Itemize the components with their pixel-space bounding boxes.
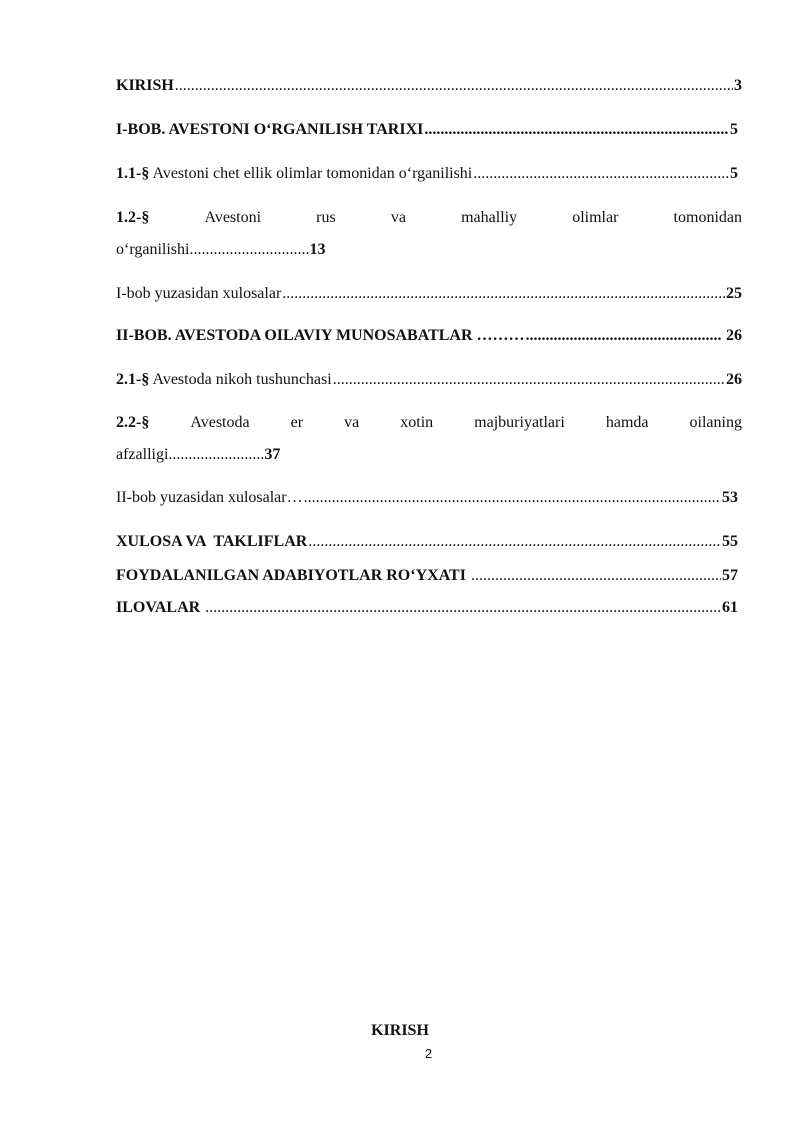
toc-leader: [175, 76, 733, 96]
toc-entry-ilovalar[interactable]: [116, 598, 738, 618]
toc-title: II-bob yuzasidan xulosalar…: [116, 489, 303, 506]
toc-leader: [526, 326, 721, 346]
toc-title: FOYDALANILGAN ADABIYOTLAR RO‘YXATI: [116, 567, 470, 584]
section-number: 1.2-§: [116, 209, 150, 226]
toc-leader: [473, 164, 729, 184]
toc-title: ILOVALAR: [116, 599, 205, 616]
toc-title: [116, 164, 472, 184]
toc-leader: [424, 120, 729, 140]
section-number: 2.2-§: [116, 414, 150, 431]
toc-page: 55: [722, 533, 738, 550]
toc-title: KIRISH: [116, 77, 174, 94]
toc-entry-bob2-xulosa[interactable]: [116, 488, 738, 508]
toc-page: 5: [730, 165, 738, 182]
toc-entry-bob1[interactable]: [116, 120, 738, 140]
toc-leader: ........................: [168, 446, 265, 463]
toc-page: 61: [722, 599, 738, 616]
section-word: va: [344, 414, 360, 431]
page-number: 2: [424, 1046, 433, 1061]
toc-page: 5: [730, 121, 738, 138]
section-number: 1.1-§: [116, 165, 150, 182]
toc-leader: [333, 370, 725, 390]
toc-leader: [471, 566, 721, 586]
section-word: rus: [316, 209, 336, 226]
toc-title: [116, 370, 332, 390]
toc-entry-adabiyotlar[interactable]: [116, 566, 738, 586]
section-word: oilaning: [689, 414, 742, 431]
toc-leader: ..............................: [189, 241, 310, 258]
toc-title: XULOSA VA TAKLIFLAR: [116, 533, 308, 550]
toc-entry-section-1-2[interactable]: [116, 208, 742, 228]
toc-leader: [282, 284, 725, 304]
toc-page: 26: [726, 371, 742, 388]
section-word: olimlar: [572, 209, 619, 226]
toc-page: 3: [734, 77, 742, 94]
section-word: Avestoni: [204, 209, 262, 226]
section-word: xotin: [400, 414, 434, 431]
section-word: mahalliy: [461, 209, 518, 226]
toc-page: 25: [726, 285, 742, 302]
section-word: tomonidan: [673, 209, 742, 226]
section-title-continued: o‘rganilishi: [116, 241, 190, 258]
toc-entry-section-2-2-continued[interactable]: [116, 445, 280, 465]
toc-entry-kirish[interactable]: [116, 76, 742, 96]
toc-page: 13: [309, 241, 326, 258]
toc-leader: [304, 488, 721, 508]
toc-page: 26: [726, 327, 742, 344]
toc-page: 57: [722, 567, 738, 584]
toc-entry-section-1-1[interactable]: [116, 164, 738, 184]
toc-title: I-bob yuzasidan xulosalar: [116, 285, 282, 302]
section-title: Avestoda nikoh tushunchasi: [152, 371, 332, 388]
toc-page: 37: [264, 446, 281, 463]
next-section-heading: KIRISH: [371, 1022, 429, 1039]
section-word: majburiyatlari: [474, 414, 565, 431]
toc-entry-bob1-xulosa[interactable]: [116, 284, 742, 304]
toc-leader: [205, 598, 721, 618]
section-word: va: [390, 209, 406, 226]
toc-entry-section-1-2-continued[interactable]: [116, 240, 325, 260]
section-title: Avestoni chet ellik olimlar tomonidan o‘rganilishi: [152, 165, 473, 182]
toc-title: II-BOB. AVESTODA OILAVIY MUNOSABATLAR ………: [116, 327, 525, 344]
section-word: Avestoda: [190, 414, 250, 431]
toc-entry-section-2-1[interactable]: [116, 370, 742, 390]
toc-page: 53: [722, 489, 738, 506]
section-title-continued: afzalligi: [116, 446, 169, 463]
toc-entry-bob2[interactable]: [116, 326, 742, 346]
toc-title: I-BOB. AVESTONI O‘RGANILISH TARIXI: [116, 121, 424, 138]
section-word: er: [290, 414, 304, 431]
section-word: hamda: [605, 414, 649, 431]
toc-leader: [308, 532, 721, 552]
toc-entry-section-2-2[interactable]: [116, 413, 742, 433]
section-number: 2.1-§: [116, 371, 150, 388]
toc-entry-xulosa[interactable]: [116, 532, 738, 552]
